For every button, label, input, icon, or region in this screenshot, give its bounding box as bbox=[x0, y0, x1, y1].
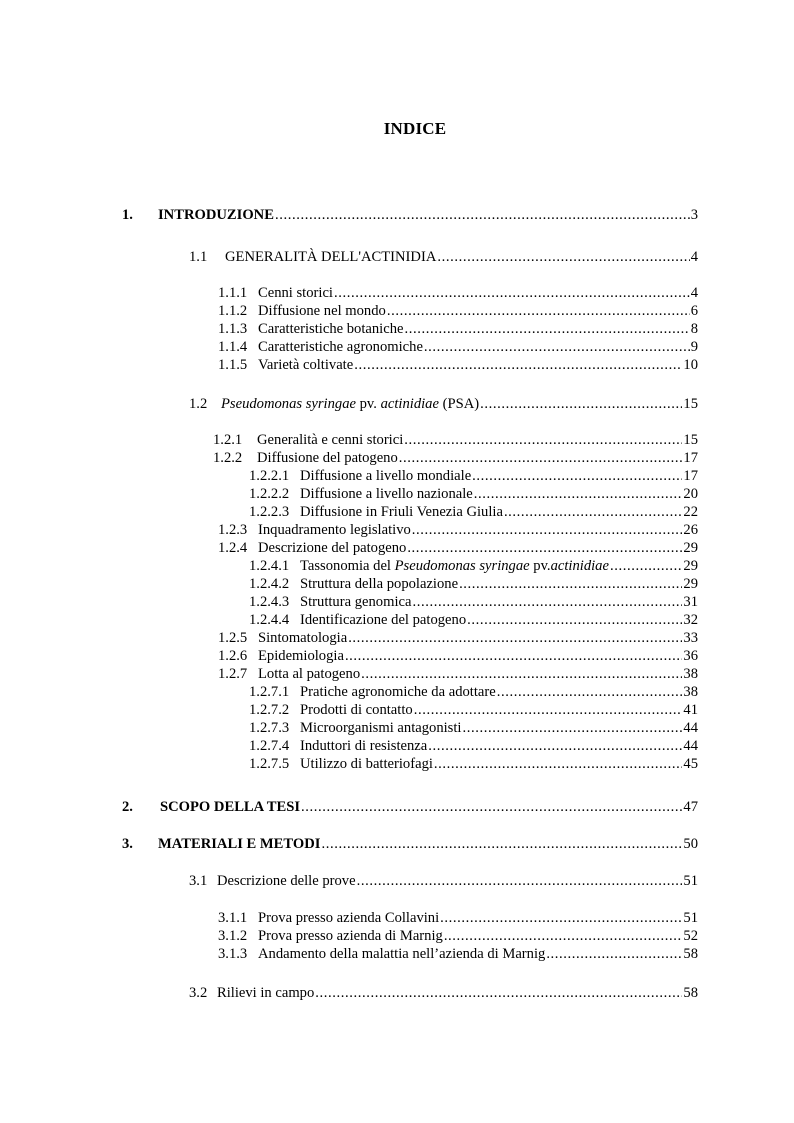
toc-leader-dots bbox=[472, 467, 682, 485]
toc-page-number: 44 bbox=[683, 738, 698, 754]
toc-page-number: 15 bbox=[683, 432, 698, 448]
toc-label: Induttori di resistenza bbox=[300, 738, 428, 754]
toc-leader-dots bbox=[467, 611, 682, 629]
toc-label: Generalità e cenni storici bbox=[257, 432, 404, 448]
toc-label: GENERALITÀ DELL'ACTINIDIA bbox=[225, 249, 437, 265]
toc-page-number: 38 bbox=[683, 684, 698, 700]
page-title: INDICE bbox=[383, 119, 447, 138]
toc-label: Caratteristiche agronomiche bbox=[258, 339, 423, 355]
toc-chapter-introduzione[interactable] bbox=[122, 206, 698, 224]
toc-label: Microorganismi antagonisti bbox=[300, 720, 462, 736]
toc-page-number: 38 bbox=[683, 666, 698, 682]
toc-page-number: 10 bbox=[683, 357, 698, 373]
toc-number: 1.2.7.5 bbox=[249, 756, 290, 772]
toc-page-number: 44 bbox=[683, 720, 698, 736]
toc-page-number: 51 bbox=[683, 873, 698, 889]
toc-number: 1.2.4.1 bbox=[249, 558, 290, 574]
toc-subsection-1-1-3[interactable] bbox=[218, 320, 698, 338]
toc-leader-dots bbox=[412, 593, 682, 611]
toc-leader-dots bbox=[459, 575, 682, 593]
toc-number: 1.2.7 bbox=[218, 666, 248, 682]
toc-subsubsection-1-2-2-2[interactable] bbox=[249, 485, 698, 503]
toc-page-number: 22 bbox=[683, 504, 698, 520]
toc-label: Lotta al patogeno bbox=[258, 666, 361, 682]
toc-subsubsection-1-2-4-2[interactable] bbox=[249, 575, 698, 593]
toc-number: 1.2.1 bbox=[213, 432, 243, 448]
toc-leader-dots bbox=[348, 629, 682, 647]
toc-leader-dots bbox=[321, 835, 682, 853]
toc-number: 1.2.4 bbox=[218, 540, 248, 556]
toc-leader-dots bbox=[504, 503, 682, 521]
toc-leader-dots bbox=[437, 248, 689, 266]
toc-number: 1.1.3 bbox=[218, 321, 248, 337]
toc-section-3-2[interactable] bbox=[189, 984, 698, 1002]
toc-page-number: 17 bbox=[683, 450, 698, 466]
toc-label-pre: Tassonomia del bbox=[300, 558, 395, 574]
toc-page-number: 41 bbox=[683, 702, 698, 718]
toc-subsubsection-1-2-7-1[interactable] bbox=[249, 683, 698, 701]
toc-leader-dots bbox=[345, 647, 682, 665]
toc-page-number: 9 bbox=[690, 339, 698, 355]
toc-number: 1.2.2.2 bbox=[249, 486, 290, 502]
toc-number: 1.2.7.3 bbox=[249, 720, 290, 736]
toc-label-italic-pathovar: actinidiae bbox=[380, 396, 439, 412]
toc-page-number: 45 bbox=[683, 756, 698, 772]
toc-label-mid: pv. bbox=[355, 396, 381, 412]
toc-subsubsection-1-2-4-4[interactable] bbox=[249, 611, 698, 629]
toc-page-number: 29 bbox=[683, 576, 698, 592]
toc-label: Andamento della malattia nell’azienda di Marnig bbox=[258, 946, 546, 962]
toc-label-italic-pathovar: actinidiae bbox=[550, 558, 609, 574]
toc-number: 1.1 bbox=[189, 249, 208, 265]
toc-number: 3.1.1 bbox=[218, 910, 248, 926]
toc-page-number: 36 bbox=[683, 648, 698, 664]
toc-label: MATERIALI E METODI bbox=[158, 836, 321, 852]
toc-label: Identificazione del patogeno bbox=[300, 612, 467, 628]
toc-label-italic-species: Pseudomonas syringae bbox=[221, 396, 356, 412]
toc-leader-dots bbox=[404, 320, 689, 338]
toc-label: Diffusione nel mondo bbox=[258, 303, 386, 319]
toc-leader-dots bbox=[474, 485, 683, 503]
toc-page-number: 26 bbox=[683, 522, 698, 538]
toc-number: 3. bbox=[122, 836, 133, 852]
toc-label: Sintomatologia bbox=[258, 630, 348, 646]
toc-number: 3.1 bbox=[189, 873, 208, 889]
toc-number: 1.2.2.1 bbox=[249, 468, 290, 484]
toc-subsubsection-1-2-4-3[interactable] bbox=[249, 593, 698, 611]
toc-number: 1.1.1 bbox=[218, 285, 248, 301]
toc-label: Cenni storici bbox=[258, 285, 333, 301]
toc-label: Diffusione a livello nazionale bbox=[300, 486, 473, 502]
toc-page-number: 51 bbox=[683, 910, 698, 926]
toc-label: Diffusione a livello mondiale bbox=[300, 468, 472, 484]
toc-subsection-1-2-3[interactable] bbox=[218, 521, 698, 539]
toc-leader-dots bbox=[424, 338, 690, 356]
toc-page-number: 58 bbox=[683, 946, 698, 962]
toc-subsection-1-2-7[interactable] bbox=[218, 665, 698, 683]
toc-number: 3.1.2 bbox=[218, 928, 248, 944]
toc-page-number: 8 bbox=[690, 321, 698, 337]
toc-page-number: 58 bbox=[683, 985, 698, 1001]
toc-label: Prova presso azienda Collavini bbox=[258, 910, 440, 926]
toc-page-number: 50 bbox=[683, 836, 698, 852]
toc-leader-dots bbox=[444, 927, 683, 945]
toc-number: 1. bbox=[122, 207, 133, 223]
toc-page-number: 32 bbox=[683, 612, 698, 628]
toc-section-1-1[interactable] bbox=[189, 248, 698, 266]
toc-chapter-scopo-della-tesi[interactable] bbox=[122, 798, 698, 816]
toc-subsection-1-1-4[interactable] bbox=[218, 338, 698, 356]
toc-number: 3.1.3 bbox=[218, 946, 248, 962]
toc-label: Inquadramento legislativo bbox=[258, 522, 411, 538]
toc-label: Utilizzo di batteriofagi bbox=[300, 756, 433, 772]
toc-label-mid: pv. bbox=[529, 558, 551, 574]
toc-subsection-1-2-4[interactable] bbox=[218, 539, 698, 557]
toc-label-italic-species: Pseudomonas syringae bbox=[394, 558, 530, 574]
toc-number: 1.2.3 bbox=[218, 522, 248, 538]
toc-page-number: 15 bbox=[683, 396, 698, 412]
toc-subsection-3-1-3[interactable] bbox=[218, 945, 698, 963]
toc-number: 1.2.7.1 bbox=[249, 684, 290, 700]
toc-number: 1.2.2.3 bbox=[249, 504, 290, 520]
toc-page-number: 52 bbox=[683, 928, 698, 944]
toc-subsection-1-1-2[interactable] bbox=[218, 302, 698, 320]
toc-number: 1.1.2 bbox=[218, 303, 248, 319]
toc-leader-dots bbox=[399, 449, 683, 467]
toc-number: 3.2 bbox=[189, 985, 208, 1001]
toc-page-number: 4 bbox=[690, 249, 698, 265]
toc-section-1-2[interactable] bbox=[189, 395, 698, 413]
toc-page-number: 33 bbox=[683, 630, 698, 646]
toc-leader-dots bbox=[404, 431, 682, 449]
toc-page-number: 6 bbox=[690, 303, 698, 319]
toc-page-number: 3 bbox=[690, 207, 698, 223]
toc-leader-dots bbox=[387, 302, 690, 320]
toc-subsection-1-1-5[interactable] bbox=[218, 356, 698, 374]
toc-label: Caratteristiche botaniche bbox=[258, 321, 404, 337]
toc-leader-dots bbox=[354, 356, 682, 374]
toc-subsection-3-1-2[interactable] bbox=[218, 927, 698, 945]
toc-leader-dots bbox=[480, 395, 682, 413]
toc-label: Prodotti di contatto bbox=[300, 702, 413, 718]
toc-label: Epidemiologia bbox=[258, 648, 344, 664]
toc-number: 1.2.7.2 bbox=[249, 702, 290, 718]
toc-subsection-1-2-2[interactable] bbox=[213, 449, 698, 467]
toc-section-3-1[interactable] bbox=[189, 872, 698, 890]
toc-subsubsection-1-2-7-2[interactable] bbox=[249, 701, 698, 719]
toc-page-number: 4 bbox=[690, 285, 698, 301]
toc-subsection-3-1-1[interactable] bbox=[218, 909, 698, 927]
toc-leader-dots bbox=[610, 557, 682, 575]
toc-label: Descrizione delle prove bbox=[217, 873, 356, 889]
toc-leader-dots bbox=[357, 872, 683, 890]
toc-number: 1.2.5 bbox=[218, 630, 248, 646]
toc-number: 1.2.6 bbox=[218, 648, 248, 664]
toc-label-end: (PSA) bbox=[438, 396, 480, 412]
toc-chapter-materiali-e-metodi[interactable] bbox=[122, 835, 698, 853]
toc-number: 1.2.7.4 bbox=[249, 738, 290, 754]
toc-leader-dots bbox=[315, 984, 682, 1002]
toc-page-number: 31 bbox=[683, 594, 698, 610]
toc-label: Struttura genomica bbox=[300, 594, 412, 610]
toc-label: Rilievi in campo bbox=[217, 985, 315, 1001]
toc-label: Varietà coltivate bbox=[258, 357, 354, 373]
toc-page-number: 29 bbox=[683, 558, 698, 574]
toc-label: Diffusione in Friuli Venezia Giulia bbox=[300, 504, 503, 520]
toc-label: SCOPO DELLA TESI bbox=[160, 799, 301, 815]
toc-label: Prova presso azienda di Marnig bbox=[258, 928, 443, 944]
toc-leader-dots bbox=[334, 284, 690, 302]
toc-label: Diffusione del patogeno bbox=[257, 450, 398, 466]
toc-subsection-1-1-1[interactable] bbox=[218, 284, 698, 302]
toc-leader-dots bbox=[434, 755, 682, 773]
toc-leader-dots bbox=[412, 521, 683, 539]
toc-number: 1.2 bbox=[189, 396, 208, 412]
toc-subsubsection-1-2-7-3[interactable] bbox=[249, 719, 698, 737]
toc-leader-dots bbox=[414, 701, 683, 719]
toc-number: 1.1.5 bbox=[218, 357, 248, 373]
toc-leader-dots bbox=[440, 909, 682, 927]
toc-number: 1.2.4.2 bbox=[249, 576, 290, 592]
toc-page-number: 17 bbox=[683, 468, 698, 484]
toc-number: 1.2.2 bbox=[213, 450, 243, 466]
toc-label: Descrizione del patogeno bbox=[258, 540, 407, 556]
toc-leader-dots bbox=[497, 683, 683, 701]
toc-label: Struttura della popolazione bbox=[300, 576, 459, 592]
toc-leader-dots bbox=[361, 665, 682, 683]
toc-leader-dots bbox=[301, 798, 682, 816]
toc-number: 1.1.4 bbox=[218, 339, 248, 355]
toc-leader-dots bbox=[428, 737, 682, 755]
toc-page-number: 47 bbox=[683, 799, 698, 815]
toc-label: Pratiche agronomiche da adottare bbox=[300, 684, 496, 700]
toc-subsection-1-2-5[interactable] bbox=[218, 629, 698, 647]
toc-page-number: 29 bbox=[683, 540, 698, 556]
toc-subsubsection-1-2-7-4[interactable] bbox=[249, 737, 698, 755]
toc-number: 1.2.4.4 bbox=[249, 612, 290, 628]
toc-label bbox=[300, 557, 609, 575]
toc-label: INTRODUZIONE bbox=[158, 207, 274, 223]
toc-subsection-1-2-1[interactable] bbox=[213, 431, 698, 449]
toc-subsubsection-1-2-2-1[interactable] bbox=[249, 467, 698, 485]
toc-subsection-1-2-6[interactable] bbox=[218, 647, 698, 665]
toc-leader-dots bbox=[546, 945, 682, 963]
toc-number: 2. bbox=[122, 799, 133, 815]
toc-page-number: 20 bbox=[683, 486, 698, 502]
toc-subsubsection-1-2-7-5[interactable] bbox=[249, 755, 698, 773]
toc-number: 1.2.4.3 bbox=[249, 594, 290, 610]
toc-subsubsection-1-2-2-3[interactable] bbox=[249, 503, 698, 521]
toc-subsubsection-1-2-4-1[interactable] bbox=[249, 557, 698, 575]
toc-leader-dots bbox=[275, 206, 690, 224]
toc-leader-dots bbox=[407, 539, 682, 557]
toc-leader-dots bbox=[462, 719, 682, 737]
toc-label bbox=[221, 395, 479, 413]
